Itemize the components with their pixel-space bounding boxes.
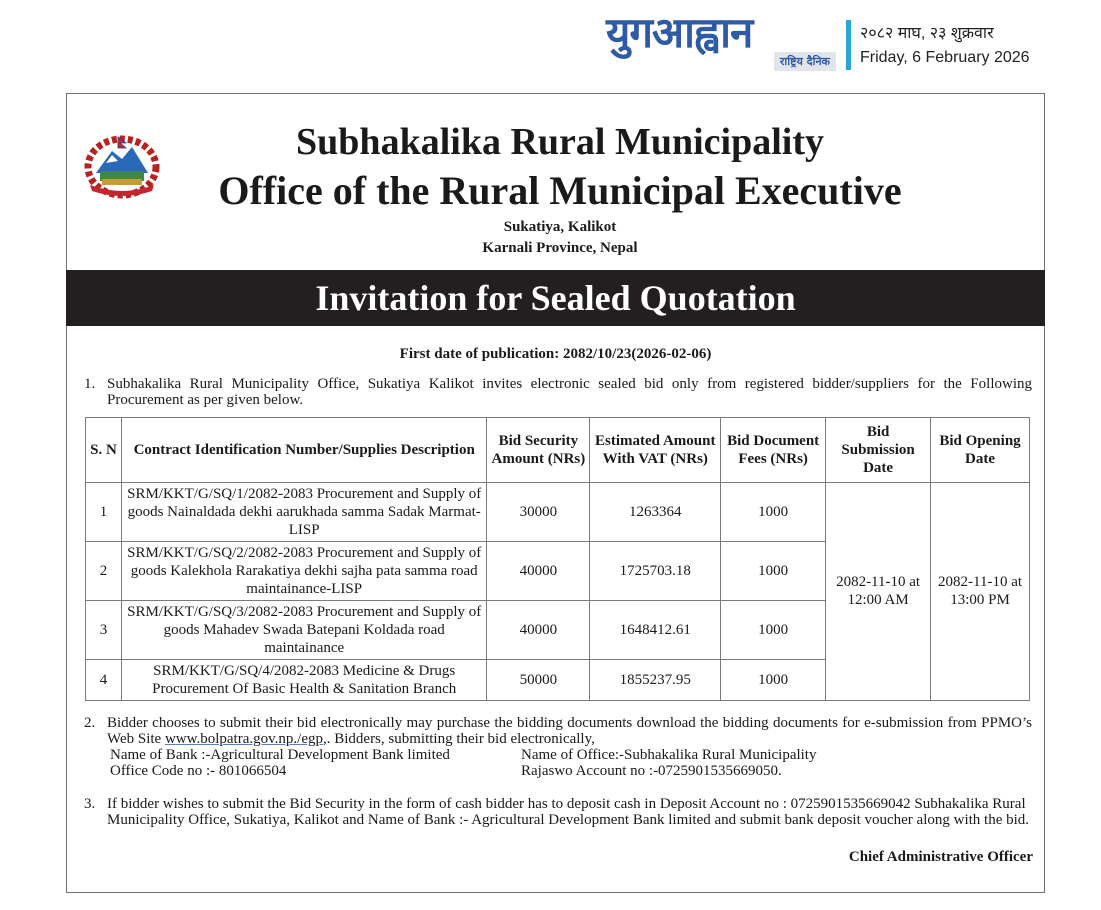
cell-sn: 2 — [86, 542, 122, 601]
paragraph-3 — [84, 796, 1032, 828]
table-header-row — [86, 418, 1030, 483]
submission-date-text: 2082-11-10 at 12:00 AM — [836, 574, 921, 608]
opening-date-text: 2082-11-10 at 13:00 PM — [938, 574, 1023, 608]
office-code: Office Code no :- 801066504 — [110, 763, 287, 779]
paragraph-text: If bidder wishes to submit the Bid Security in the form of cash bidder has to deposit cash in Deposit Account no : 0725901535669042 Subhakalika Rural Municipality Office, Sukatiya, Kalikot and Name of Bank :- Agricultural Development Bank limited and submit bank deposit voucher along with the bid. — [107, 796, 1030, 828]
paragraph-text-part: Bidder chooses to submit their bid electronically may purchase the bidding documents download the bidding documents for e-submission from PPMO’s Web Site — [107, 715, 1032, 747]
bank-name: Name of Bank :-Agricultural Development Bank limited — [110, 747, 450, 763]
cell-estimated-amount: 1855237.95 — [590, 660, 721, 701]
cell-document-fees: 1000 — [721, 601, 826, 660]
cell-sn: 1 — [86, 483, 122, 542]
newspaper-logo-text: युगआह्वान — [606, 8, 753, 57]
cell-document-fees: 1000 — [721, 660, 826, 701]
header-estimated-amount: Estimated Amount With VAT (NRs) — [590, 418, 721, 483]
paragraph-number: 3. — [84, 796, 96, 812]
newspaper-masthead — [604, 8, 1064, 74]
bolpatra-link[interactable]: www.bolpatra.gov.np./egp — [164, 731, 323, 747]
office-name-detail: Name of Office:-Subhakalika Rural Municipality — [521, 747, 817, 763]
bank-details-row-2 — [110, 763, 1032, 779]
address-line-2: Karnali Province, Nepal — [482, 240, 638, 256]
cell-sn: 4 — [86, 660, 122, 701]
office-name: Office of the Rural Municipal Executive — [218, 168, 902, 213]
paragraph-text-part: ,. Bidders, submitting their bid electronically, — [322, 731, 595, 747]
masthead-dates — [860, 22, 1030, 70]
signatory-title: Chief Administrative Officer — [848, 849, 1033, 865]
cell-estimated-amount: 1648412.61 — [590, 601, 721, 660]
cell-description: SRM/KKT/G/SQ/3/2082-2083 Procurement and Supply of goods Mahadev Swada Batepani Koldada road maintainance — [121, 601, 486, 660]
bank-details-row-1 — [110, 747, 1032, 763]
address-line-1: Sukatiya, Kalikot — [503, 219, 617, 235]
cell-submission-date — [826, 483, 931, 701]
cell-sn: 3 — [86, 601, 122, 660]
table-row — [86, 483, 1030, 542]
newspaper-tagline: राष्ट्रिय दैनिक — [774, 52, 836, 71]
header-bid-security: Bid Security Amount (NRs) — [487, 418, 590, 483]
cell-description: SRM/KKT/G/SQ/4/2082-2083 Medicine & Drugs Procurement Of Basic Health & Sanitation Branch — [121, 660, 486, 701]
newspaper-logo — [604, 8, 836, 74]
cell-opening-date — [931, 483, 1030, 701]
cell-bid-security: 30000 — [487, 483, 590, 542]
org-name: Subhakalika Rural Municipality — [296, 121, 824, 163]
cell-bid-security: 50000 — [487, 660, 590, 701]
paragraph-text — [107, 715, 1032, 779]
procurement-table — [85, 417, 1030, 701]
header-document-fees: Bid Document Fees (NRs) — [721, 418, 826, 483]
header-opening-date: Bid Opening Date — [931, 418, 1030, 483]
paragraph-number: 2. — [84, 715, 96, 731]
paragraph-1 — [84, 376, 1032, 408]
cell-description: SRM/KKT/G/SQ/1/2082-2083 Procurement and Supply of goods Nainaldada dekhi aarukhada samma Sadak Marmat-LISP — [121, 483, 486, 542]
date-english: Friday, 6 February 2026 — [860, 49, 1030, 66]
cell-document-fees: 1000 — [721, 542, 826, 601]
masthead-divider — [846, 20, 851, 70]
date-nepali: २०८२ माघ, २३ शुक्रवार — [860, 25, 994, 42]
header-submission-date: Bid Submission Date — [826, 418, 931, 483]
paragraph-2 — [84, 715, 1032, 779]
cell-document-fees: 1000 — [721, 483, 826, 542]
header-description: Contract Identification Number/Supplies Description — [121, 418, 486, 483]
cell-bid-security: 40000 — [487, 601, 590, 660]
cell-bid-security: 40000 — [487, 542, 590, 601]
rajaswo-account: Rajaswo Account no :-0725901535669050. — [521, 763, 782, 779]
publication-date: First date of publication: 2082/10/23(2026-02-06) — [399, 346, 712, 362]
paragraph-text: Subhakalika Rural Municipality Office, Sukatiya Kalikot invites electronic sealed bid only from registered bidder/suppliers for the Following Procurement as per given below. — [107, 376, 1032, 408]
paragraph-number: 1. — [84, 376, 96, 392]
header-sn: S. N — [86, 418, 122, 483]
notice-title-banner: Invitation for Sealed Quotation — [66, 270, 1045, 326]
cell-description: SRM/KKT/G/SQ/2/2082-2083 Procurement and Supply of goods Kalekhola Rarakatiya dekhi sajha pata samma road maintainance-LISP — [121, 542, 486, 601]
cell-estimated-amount: 1725703.18 — [590, 542, 721, 601]
cell-estimated-amount: 1263364 — [590, 483, 721, 542]
